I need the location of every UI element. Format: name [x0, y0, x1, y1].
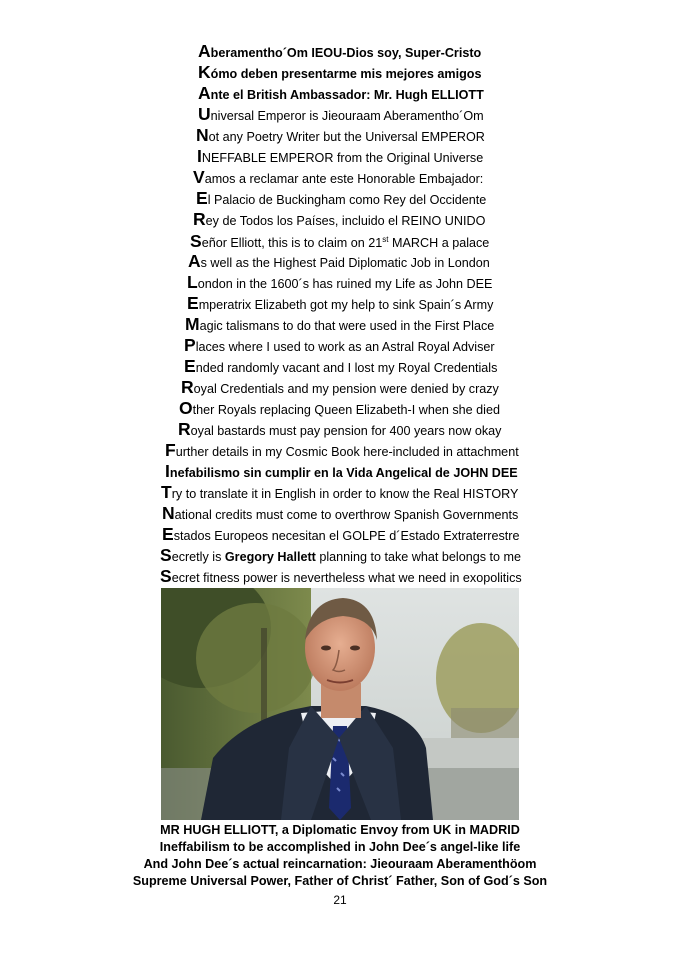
line-initial: S — [160, 545, 172, 565]
line-text: nte el British Ambassador: Mr. Hugh ELLIOTT — [210, 88, 484, 102]
line-initial: U — [198, 104, 211, 124]
line-text: eñor Elliott, this is to claim on 21 — [201, 236, 383, 251]
poem-line — [179, 400, 500, 418]
line-text: nefabilismo sin cumplir en la Vida Angelical de JOHN DEE — [169, 466, 518, 480]
poem-line — [185, 316, 494, 334]
line-initial: V — [193, 167, 205, 187]
line-text: ational credits must come to overthrow Spanish Governments — [174, 508, 519, 522]
line-initial: N — [196, 125, 209, 145]
poem-line — [198, 106, 484, 124]
portrait-photo — [161, 588, 519, 820]
line-initial: R — [181, 377, 194, 397]
line-text: ómo deben presentarme mis mejores amigos — [210, 67, 482, 81]
line-text-end: MARCH a palace — [388, 236, 490, 251]
poem-line — [198, 64, 482, 82]
poem-line — [190, 232, 489, 251]
line-initial: E — [184, 356, 196, 376]
line-text: s well as the Highest Paid Diplomatic Job in London — [200, 256, 490, 270]
line-text-end: planning to take what belongs to me — [315, 550, 521, 564]
line-text: ther Royals replacing Queen Elizabeth-I when she died — [192, 403, 500, 417]
poem-line — [184, 337, 495, 355]
line-initial: T — [161, 482, 172, 502]
line-text: NEFFABLE EMPEROR from the Original Universe — [201, 151, 484, 165]
line-initial: E — [162, 524, 174, 544]
line-text: ry to translate it in English in order to know the Real HISTORY — [171, 487, 519, 501]
poem-line — [181, 379, 499, 397]
line-initial: I — [165, 461, 170, 481]
poem-line — [161, 484, 518, 502]
poem-line — [196, 127, 485, 145]
poem-line — [187, 274, 492, 292]
line-initial: R — [193, 209, 206, 229]
poem-line — [198, 43, 481, 61]
poem-line — [196, 190, 486, 208]
page-number: 21 — [333, 893, 347, 907]
line-text: oyal Credentials and my pension were denied by crazy — [193, 382, 499, 396]
caption-line: Ineffabilism to be accomplished in John Dee´s angel-like life — [159, 840, 521, 854]
poem-line — [193, 211, 485, 229]
line-text: urther details in my Cosmic Book here-included in attachment — [175, 445, 519, 459]
line-text: laces where I used to work as an Astral Royal Adviser — [195, 340, 495, 354]
poem-line — [184, 358, 497, 376]
poem-line — [197, 148, 483, 166]
line-text: amos a reclamar ante este Honorable Embajador: — [204, 172, 484, 186]
line-initial: E — [196, 188, 208, 208]
line-text: nded randomly vacant and I lost my Royal Credentials — [195, 361, 498, 375]
line-initial: O — [179, 398, 193, 418]
caption-line: And John Dee´s actual reincarnation: Jieouraam Aberamenthöom — [143, 857, 537, 871]
line-name-highlight: Gregory Hallett — [224, 550, 316, 564]
ordinal-suffix: st — [382, 235, 389, 244]
line-text: agic talismans to do that were used in the First Place — [199, 319, 495, 333]
poem-line — [165, 442, 519, 460]
line-text: niversal Emperor is Jieouraam Aberamentho´Om — [210, 109, 484, 123]
line-text: ondon in the 1600´s has ruined my Life as John DEE — [197, 277, 493, 291]
line-text: mperatrix Elizabeth got my help to sink Spain´s Army — [198, 298, 494, 312]
poem-line — [162, 505, 518, 523]
line-initial: A — [198, 83, 211, 103]
poem-line — [193, 169, 483, 187]
line-initial: P — [184, 335, 196, 355]
caption-line: MR HUGH ELLIOTT, a Diplomatic Envoy from UK in MADRID — [160, 823, 520, 837]
line-initial: N — [162, 503, 175, 523]
poem-line — [160, 568, 522, 586]
line-text: ot any Poetry Writer but the Universal EMPEROR — [208, 130, 485, 144]
caption-line: Supreme Universal Power, Father of Christ´ Father, Son of God´s Son — [132, 874, 548, 888]
line-initial: S — [160, 566, 172, 586]
poem-line — [198, 85, 484, 103]
line-text: ey de Todos los Países, incluido el REINO UNIDO — [205, 214, 486, 228]
poem-line — [165, 463, 518, 481]
poem-line — [178, 421, 501, 439]
line-text: ecretly is — [171, 550, 225, 564]
line-initial: F — [165, 440, 176, 460]
line-text: oyal bastards must pay pension for 400 years now okay — [190, 424, 502, 438]
line-text: stados Europeos necesitan el GOLPE d´Estado Extraterrestre — [173, 529, 520, 543]
line-initial: L — [187, 272, 198, 292]
line-initial: K — [198, 62, 211, 82]
line-initial: R — [178, 419, 191, 439]
line-text: ecret fitness power is nevertheless what we need in exopolitics — [171, 571, 522, 585]
line-initial: A — [188, 251, 201, 271]
poem-line — [187, 295, 493, 313]
poem-line — [188, 253, 490, 271]
line-initial: A — [198, 41, 211, 61]
line-initial: I — [197, 146, 202, 166]
photo-caption — [0, 822, 680, 890]
line-initial: E — [187, 293, 199, 313]
poem-line — [160, 547, 521, 565]
line-initial: S — [190, 231, 202, 252]
line-text: l Palacio de Buckingham como Rey del Occidente — [207, 193, 487, 207]
line-text: beramentho´Om IEOU-Dios soy, Super-Cristo — [210, 46, 482, 60]
line-initial: M — [185, 314, 200, 334]
poem-line — [162, 526, 520, 544]
